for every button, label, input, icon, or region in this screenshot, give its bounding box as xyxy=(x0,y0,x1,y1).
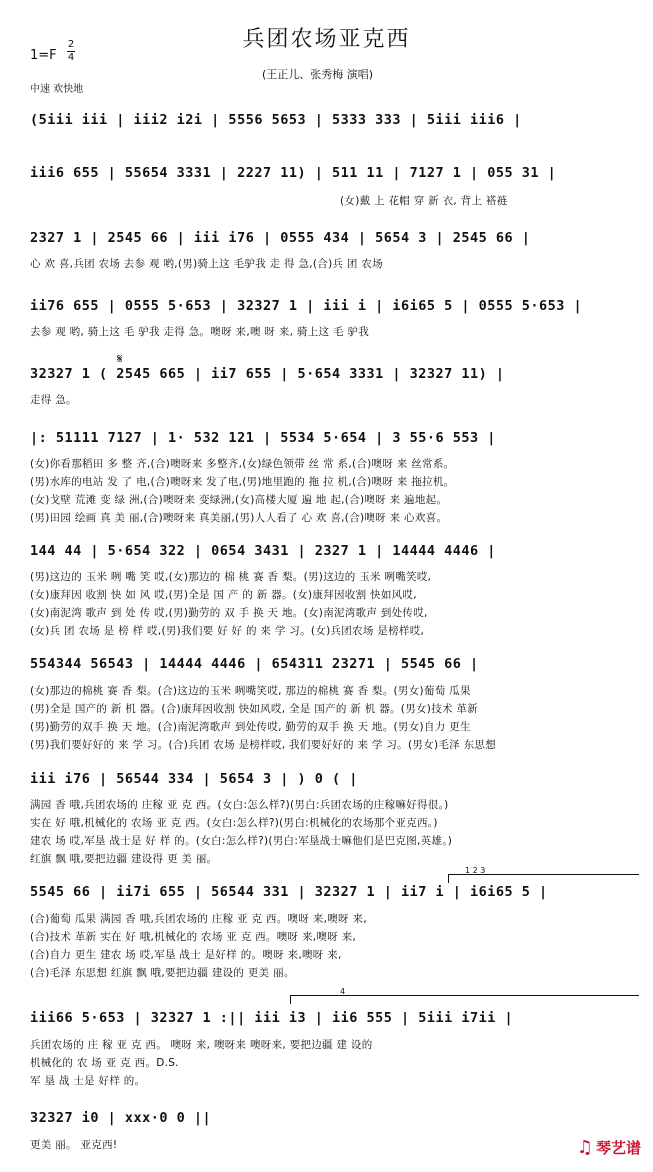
lyric-line: (女)戴 上 花帽 穿 新 衣, 背上 褡裢 xyxy=(340,195,508,207)
lyric-line: 心 欢 喜,兵团 农场 去参 观 哟,(男)骑上这 毛驴我 走 得 急,(合)兵 团 农场 xyxy=(30,258,383,270)
lyric-line: (女)那边的棉桃 赛 香 梨。(合)这边的玉米 咧嘴笑哎, 那边的棉桃 赛 香 梨。(男女)葡萄 瓜果 xyxy=(30,685,471,697)
time-signature xyxy=(67,40,75,63)
lyric-line: (女)兵 团 农场 是 榜 样 哎,(男)我们要 好 好 的 来 学 习。(女)兵团农场 是榜样哎, xyxy=(30,625,425,637)
lyric-line: (合)技术 革新 实在 好 哦,机械化的 农场 亚 克 西。噢呀 来,噢呀 来, xyxy=(30,931,357,943)
time-signature-denominator: 4 xyxy=(67,52,75,63)
volta-bracket-123 xyxy=(448,874,639,883)
score-line-5: 32327 1 ( 2545 665 | ii7 655 | 5·654 3331 | 32327 11) | xyxy=(30,366,505,382)
lyric-line: (女)戈壁 荒滩 变 绿 洲,(合)噢呀来 变绿洲,(女)高楼大厦 遍 地 起,(合)噢呀 来 遍地起。 xyxy=(30,494,448,506)
score-line-7: 144 44 | 5·654 322 | 0654 3431 | 2327 1 | 14444 4446 | xyxy=(30,543,496,559)
score-line-6: |: 51111 7127 | 1· 532 121 | 5534 5·654 | 3 55·6 553 | xyxy=(30,430,496,446)
score-line-1: (5iii iii | iii2 i2i | 5556 5653 | 5333 333 | 5iii iii6 | xyxy=(30,112,522,128)
song-title: 兵团农场亚克西 xyxy=(242,27,411,52)
lyric-line: 实在 好 哦,机械化的 农场 亚 克 西。(女白:怎么样?)(男白:机械化的农场那个亚克西。) xyxy=(30,817,438,829)
lyric-line: (男)田园 绘画 真 美 丽,(合)噢呀来 真美丽,(男)人人看了 心 欢 喜,(合)噢呀 来 心欢喜。 xyxy=(30,512,448,524)
performer-credit: (王正儿、张秀梅 演唱) xyxy=(262,68,374,81)
score-line-2: iii6 655 | 55654 3331 | 2227 11) | 511 11 | 7127 1 | 055 31 | xyxy=(30,165,557,181)
site-logo: ♫ 琴艺谱 xyxy=(576,1137,641,1158)
lyric-line: 兵团农场的 庄 稼 亚 克 西。 噢呀 来, 噢呀来 噢呀来, 要把边疆 建 设的 xyxy=(30,1039,373,1051)
tempo-marking: 中速 欢快地 xyxy=(30,84,84,95)
lyric-line: (男)水库的电站 发 了 电,(合)噢呀来 发了电,(男)地里跑的 拖 拉 机,(合)噢呀 来 拖拉机。 xyxy=(30,476,455,488)
volta-label: 1 2 3 xyxy=(465,866,486,875)
lyric-line: (合)葡萄 瓜果 满园 香 哦,兵团农场的 庄稼 亚 克 西。噢呀 来,噢呀 来, xyxy=(30,913,367,925)
lyric-line: 更美 丽。 亚克西! xyxy=(30,1139,118,1151)
score-line-9: iii i76 | 56544 334 | 5654 3 | ) 0 ( | xyxy=(30,771,358,787)
lyric-line: 机械化的 农 场 亚 克 西。D.S. xyxy=(30,1057,179,1069)
lyric-line: 军 垦 战 士是 好样 的。 xyxy=(30,1075,146,1087)
segno-sign: 𝄋 xyxy=(117,352,123,367)
lyric-line: (男)全是 国产的 新 机 器。(合)康拜因收割 快如风哎, 全是 国产的 新 机 器。(男女)技术 革新 xyxy=(30,703,479,715)
lyric-line: 走得 急。 xyxy=(30,394,77,406)
score-line-8: 554344 56543 | 14444 4446 | 654311 23271 | 5545 66 | xyxy=(30,656,479,672)
volta-bracket-4 xyxy=(290,995,639,1004)
lyric-line: (女)你看那稻田 多 整 齐,(合)噢呀来 多整齐,(女)绿色领带 丝 常 系,(合)噢呀 来 丝常系。 xyxy=(30,458,455,470)
score-line-4: ii76 655 | 0555 5·653 | 32327 1 | iii i | i6i65 5 | 0555 5·653 | xyxy=(30,298,583,314)
volta-label: 4 xyxy=(340,987,346,996)
key-signature: 1=F xyxy=(30,48,57,63)
lyric-line: 建农 场 哎,军垦 战士是 好 样 的。(女白:怎么样?)(男白:军垦战士嘛他们是巴克图,英雄。) xyxy=(30,835,453,847)
lyric-line: (男)勤劳的双手 换 天 地。(合)南泥湾歌声 到处传哎, 勤劳的双手 换 天 地。(男女)自力 更生 xyxy=(30,721,471,733)
lyric-line: (合)自力 更生 建农 场 哎,军垦 战士 是好样 的。噢呀 来,噢呀 来, xyxy=(30,949,342,961)
score-line-3: 2327 1 | 2545 66 | iii i76 | 0555 434 | 5654 3 | 2545 66 | xyxy=(30,230,531,246)
music-note-icon: ♫ xyxy=(576,1137,593,1158)
score-line-10: 5545 66 | ii7i 655 | 56544 331 | 32327 1 | ii7 i | i6i65 5 | xyxy=(30,884,548,900)
score-line-11: iii66 5·653 | 32327 1 :|| iii i3 | ii6 555 | 5iii i7ii | xyxy=(30,1010,514,1026)
lyric-line: 满园 香 哦,兵团农场的 庄稼 亚 克 西。(女白:怎么样?)(男白:兵团农场的庄稼嘛好得很。) xyxy=(30,799,449,811)
score-line-12: 32327 i0 | xxx·0 0 || xyxy=(30,1110,212,1126)
lyric-line: 去参 观 哟, 骑上这 毛 驴我 走得 急。噢呀 来,噢 呀 来, 骑上这 毛 驴我 xyxy=(30,326,370,338)
time-signature-numerator: 2 xyxy=(67,39,75,50)
lyric-line: (女)南泥湾 歌声 到 处 传 哎,(男)勤劳的 双 手 换 天 地。(女)南泥湾歌声 到处传哎, xyxy=(30,607,428,619)
lyric-line: (男)这边的 玉米 咧 嘴 笑 哎,(女)那边的 棉 桃 赛 香 梨。(男)这边的 玉米 咧嘴笑哎, xyxy=(30,571,432,583)
lyric-line: (男)我们要好好的 来 学 习。(合)兵团 农场 是榜样哎, 我们要好好的 来 学 习。(男女)毛泽 东思想 xyxy=(30,739,496,751)
lyric-line: (女)康拜因 收割 快 如 风 哎,(男)全是 国 产 的 新 器。(女)康拜因收割 快如风哎, xyxy=(30,589,417,601)
lyric-line: 红旗 飘 哦,要把边疆 建设得 更 美 丽。 xyxy=(30,853,218,865)
lyric-line: (合)毛泽 东思想 红旗 飘 哦,要把边疆 建设的 更美 丽。 xyxy=(30,967,295,979)
